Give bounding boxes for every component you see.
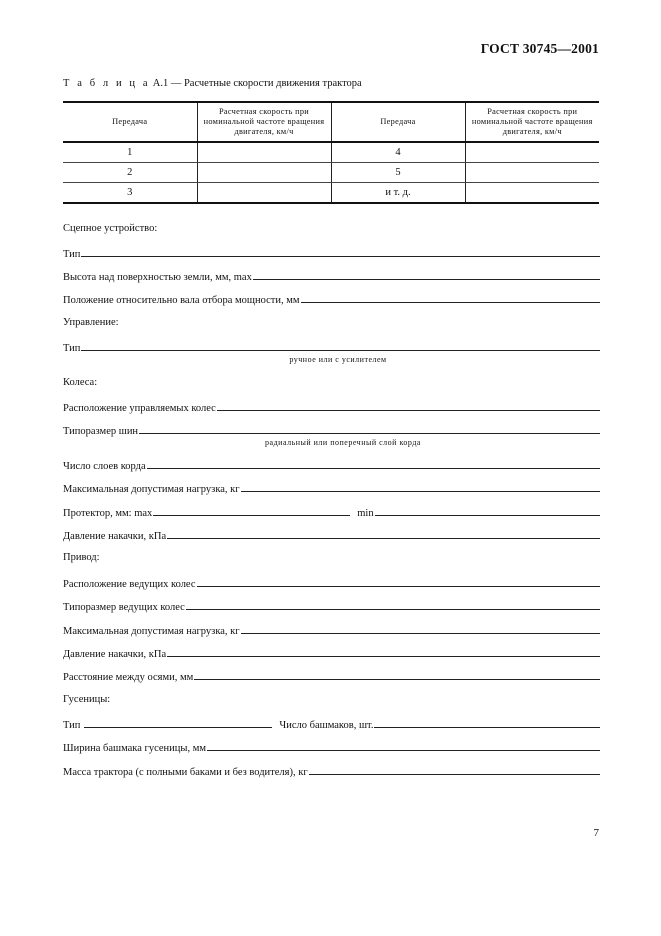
tracks-type-label: Тип [63, 720, 81, 731]
drive-wheels-size-line [63, 600, 600, 613]
max-load-field[interactable] [241, 482, 600, 492]
steering-type-line [63, 341, 600, 354]
table-caption-text: А.1 — Расчетные скорости движения трактора [150, 78, 362, 89]
drive-max-load-field[interactable] [241, 624, 600, 634]
axle-distance-field[interactable] [194, 670, 600, 680]
table-cell-speed[interactable] [465, 163, 599, 183]
hitch-type-field[interactable] [81, 247, 600, 257]
axle-distance-label: Расстояние между осями, мм [63, 672, 194, 683]
table-caption [63, 78, 362, 89]
hitch-position-label: Положение относительно вала отбора мощности, мм [63, 295, 300, 306]
table-caption-prefix: Т а б л и ц а [63, 78, 151, 89]
tread-max-field[interactable] [153, 506, 350, 516]
hitch-height-field[interactable] [253, 270, 600, 280]
column-header-gear: Передача [63, 102, 197, 142]
table-cell-gear: 2 [63, 163, 197, 183]
hitch-position-line [63, 293, 600, 306]
tractor-mass-line [63, 765, 600, 778]
table-cell-gear: 1 [63, 142, 197, 163]
tire-size-field[interactable] [139, 424, 600, 434]
drive-wheels-size-label: Типоразмер ведущих колес [63, 602, 185, 613]
hitch-heading: Сцепное устройство: [63, 223, 158, 234]
column-header-speed: Расчетная скорость при номинальной частоте вращения двигателя, км/ч [197, 102, 331, 142]
table-cell-gear: 5 [331, 163, 465, 183]
max-load-line [63, 482, 600, 495]
speed-table [63, 101, 599, 204]
table-cell-gear: 4 [331, 142, 465, 163]
tread-max-label: Протектор, мм: max [63, 508, 153, 519]
tread-min-field[interactable] [375, 506, 600, 516]
drive-wheels-size-field[interactable] [186, 600, 600, 610]
steering-heading: Управление: [63, 317, 119, 328]
tracks-type-field[interactable] [84, 718, 272, 728]
steering-type-label: Тип [63, 343, 81, 354]
drive-pressure-field[interactable] [167, 647, 600, 657]
hitch-height-line [63, 270, 600, 283]
table-cell-gear: 3 [63, 183, 197, 204]
shoe-count-field[interactable] [374, 718, 600, 728]
wheels-heading: Колеса: [63, 377, 98, 388]
drive-pressure-line [63, 647, 600, 660]
standard-code: ГОСТ 30745—2001 [480, 41, 599, 56]
hitch-height-label: Высота над поверхностью земли, мм, max [63, 272, 252, 283]
tracks-heading: Гусеницы: [63, 694, 111, 705]
table-cell-gear: и т. д. [331, 183, 465, 204]
ply-count-label: Число слоев корда [63, 461, 146, 472]
tractor-mass-field[interactable] [309, 765, 600, 775]
hitch-type-line [63, 247, 600, 260]
drive-max-load-line [63, 624, 600, 637]
table-cell-speed[interactable] [197, 163, 331, 183]
drive-max-load-label: Максимальная допустимая нагрузка, кг [63, 626, 240, 637]
steered-wheels-label: Расположение управляемых колес [63, 403, 216, 414]
drive-wheels-position-label: Расположение ведущих колес [63, 579, 196, 590]
page-number: 7 [593, 827, 599, 839]
shoe-count-label: Число башмаков, шт. [279, 720, 374, 731]
steered-wheels-field[interactable] [217, 401, 600, 411]
drive-wheels-position-line [63, 577, 600, 590]
drive-pressure-label: Давление накачки, кПа [63, 649, 167, 660]
tire-size-line [63, 424, 600, 437]
tire-hint: радиальный или поперечный слой корда [265, 438, 421, 447]
table-cell-speed[interactable] [465, 142, 599, 163]
steering-hint: ручное или с усилителем [289, 355, 387, 364]
table-row [63, 183, 599, 204]
steered-wheels-line [63, 401, 600, 414]
column-header-gear: Передача [331, 102, 465, 142]
table-header-row [63, 102, 599, 142]
hitch-type-label: Тип [63, 249, 81, 260]
steering-type-field[interactable] [81, 341, 600, 351]
table-cell-speed[interactable] [197, 183, 331, 204]
inflation-pressure-field[interactable] [167, 529, 600, 539]
hitch-position-field[interactable] [301, 293, 600, 303]
ply-count-field[interactable] [147, 459, 600, 469]
shoe-width-field[interactable] [207, 741, 600, 751]
ply-count-line [63, 459, 600, 472]
shoe-width-label: Ширина башмака гусеницы, мм [63, 743, 206, 754]
max-load-label: Максимальная допустимая нагрузка, кг [63, 484, 240, 495]
table-row [63, 142, 599, 163]
shoe-width-line [63, 741, 600, 754]
table-cell-speed[interactable] [197, 142, 331, 163]
tracks-line [63, 718, 600, 731]
axle-distance-line [63, 670, 600, 683]
column-header-speed: Расчетная скорость при номинальной частоте вращения двигателя, км/ч [465, 102, 599, 142]
tire-size-label: Типоразмер шин [63, 426, 139, 437]
tractor-mass-label: Масса трактора (с полными баками и без водителя), кг [63, 767, 308, 778]
drive-heading: Привод: [63, 552, 100, 563]
table-cell-speed[interactable] [465, 183, 599, 204]
inflation-pressure-label: Давление накачки, кПа [63, 531, 167, 542]
tread-min-label: min [357, 508, 374, 519]
inflation-pressure-line [63, 529, 600, 542]
tread-line [63, 506, 600, 519]
table-row [63, 163, 599, 183]
drive-wheels-position-field[interactable] [197, 577, 600, 587]
